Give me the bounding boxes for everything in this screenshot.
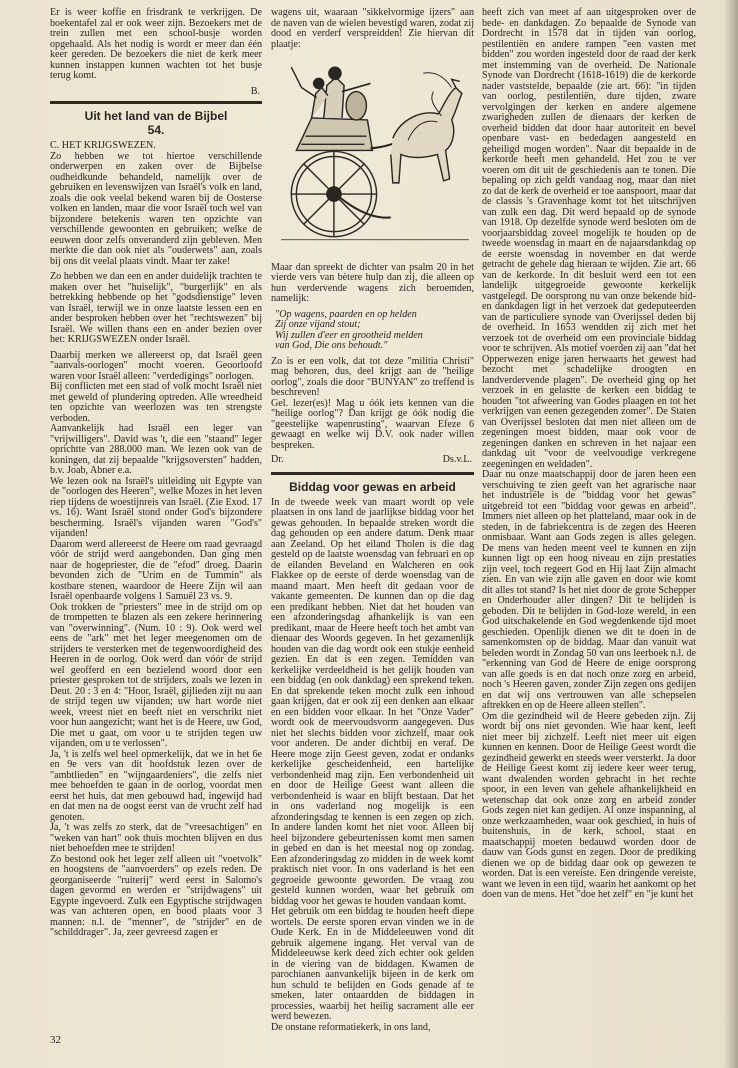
- body-paragraph: Zo bestond ook het leger zelf alleen uit "voetvolk" en hoogstens de "aanvoerders" op ezels reden. De georganiseerde "ruiterij" werd eerst in Salomo's dagen gevormd en werden er "strijdwagens" uit Egypte ingevoerd. Zulk een Egyptische strijdwagen was van achteren open, en bood plaats voor 3 mannen: n.l. de "menner", de "strijder" en de "schilddrager". Ja, zeer gevreesd zagen er: [50, 853, 262, 938]
- body-paragraph: De onstane reformatiekerk, in ons land,: [271, 1021, 431, 1033]
- body-paragraph: Zo hebben we dan een en ander duidelijk trachten te maken over het "huiselijk", "burgerlijk" en als betrekking hebbende op het "godsdienstige" leven van Israël, terwijl we in onze laatste lessen een en ander besproken hebben over het "rechtswezen" bij Israël. We willen thans een en ander bezien over het: KRIJGSWEZEN onder Israël.: [50, 271, 262, 345]
- section-divider: [271, 472, 474, 475]
- article-heading: [50, 109, 262, 137]
- column-left: [50, 8, 262, 1023]
- body-paragraph: wagens uit, waaraan "sikkelvormige ijzers" aan de naven van de wielen bevestigd waren, zodat zij dood en verderf verspreidden! Zie hiervan dit plaatje:: [271, 7, 474, 50]
- signature-right: Ds.v.L.: [442, 454, 472, 465]
- section-divider: [50, 101, 262, 104]
- column-right: [482, 8, 696, 1038]
- page-number: 32: [50, 1034, 61, 1046]
- biddag-heading: Biddag voor gewas en arbeid: [289, 479, 456, 494]
- article-title: Uit het land van de Bijbel: [84, 109, 228, 123]
- quote-line: Wij zullen d'eer en grootheid melden: [275, 329, 423, 341]
- signature-left: Dr.: [271, 454, 284, 465]
- body-paragraph: Gel. lezer(es)! Mag u óók iets kennen van die "heilige oorlog"? Dan krijgt ge óók nodig die "geestelijke wapenrusting", waarvan Efeze 6 gewaagt en welke wij D.V. ook nader willen bespreken.: [271, 397, 474, 451]
- announcement-signature: B.: [250, 85, 260, 97]
- body-paragraph: Bij conflicten met een stad of volk mocht Israël niet met geweld of plundering optreden. Alle wreedheid ten opzichte van weerlozen was ten strengste verboden.: [50, 381, 262, 424]
- quote-line: "Op wagens, paarden en op helden: [275, 308, 417, 320]
- body-paragraph: Aanvankelijk had Israël een leger van "vrijwilligers". David was 't, die een "staand" leger oprichtte van 288.000 man. We lezen ook van de koningen, dat zij bepaalde "krijgsoversten" hadden, b.v. Joab, Abner e.a.: [50, 423, 262, 476]
- psalm-quote: [275, 310, 474, 352]
- announcement-paragraph: Er is weer koffie en frisdrank te verkrijgen. De boekentafel zal er ook weer zijn. Bezoekers met de trein zullen met een school-busje worden opgehaald. Als het nodig is wordt er meer dan één keer gereden. De bezoekers die niet de kerk meer kunnen instappen kunnen wachten tot het busje terug komt.: [50, 7, 262, 81]
- body-paragraph: heeft zich van meet af aan uitgesproken over de bede- en dankdagen. Zo bepaalde de Synode van Dordrecht in 1578 dat in tijden van oorlog, pestilentiën en andere rampen "een vasten met bidden" zou worden ingesteld door de raad der kerk met instemming van de overheid. De Nationale Synode van Dordrecht (1618-1619) die de kerkorde nader vaststelde, bepaalde (zie art. 66): "in tijden van oorlog, pestilentiën, dure tijden, zware vervolgingen der kerken en andere algemene zwarigheden zullen de dienaars der kerken de overheid bidden dat door haar autoriteit en bevel openbare vast- en bededagen aangesteld en geheiligd mogen worden". Naar dit bepaalde in de kerkorde heeft men gehandeld. Het zou te ver voeren om dit uit de geschiedenis aan te tonen. Die bepaling op zich geldt vandaag nog, maar dan niet zo dat de kerk de overheid er toe aanspoort, maar dat de classis 's Gravenhage komt tot het uitschrijven van zulk een dag. Dit werd bepaald op de synode van 1918. Op dezelfde synode werd besloten om de voorjaarsbiddag zoveel mogelijk te houden op de tweede woensdag in maart en de najaarsdankdag op de eerste woensdag in november en dat werde getracht de gehele dag hieraan te wijden. Zie art. 66 van de kerkorde. In dit besluit werd een tot een landelijk uitgegroeide gewoonte kerkelijk vastgelegd. De oorsprong nu van onze bekende bid- en dankdagen ligt in het verzoek dat gedeputeerden van de particuliere synode van Overijssel deden bij de overheid. In 1653 wendden zij zich met het verzoek tot de overheid om een provinciale biddag voor te schrijven. Als motief voerden zij aan "dat het Opperwezen enige jaren herwaarts het gewest had bezocht met schadelijke droogten en landverdervende plagen". De overheid ging op het verzoek in en gelastte de kerken een biddag te houden "tot afweering van Godes plaagen en tot het verkrijgen van eenen gezegenden zomer". De Staten van Overijssel besloten dat men niet alleen om de zegeningen moest bidden, maar ook voor de zegeningen danken en schreven in het najaar een dankdag uit "voor de veelvoudige verkregene zeegeningen en weldaden".: [482, 7, 696, 470]
- quote-line: Zij onze vijand stout;: [275, 319, 361, 330]
- body-paragraph: Daarbij merken we allereerst op, dat Israël geen "aanvals-oorlogen" mocht voeren. Geoorloofd waren voor Israël alleen: "verdedigings" oorlogen.: [50, 349, 262, 382]
- body-paragraph: Zo hebben we tot hiertoe verschillende onderwerpen en zaken over de Bijbelse oudheidkunde behandeld, namelijk over de gebruiken en levenswijzen van Israël's volk en land, zoals die ook veelal bekend waren bij de Oosterse volken en landen, maar die voor Israël toch wel van bijzondere betekenis waren ten opzichte van verschillende gewoonten en gebruiken; welke de eeuwen door zelfs onveranderd zijn gebleven. Men merkte die dan ook niet als "ouderwets" aan, zoals bij ons dit veelal plaats vindt. Maar ter zake!: [50, 150, 262, 267]
- body-paragraph: Zo is er een volk, dat tot deze "militia Christi" mag behoren, dus, deel krijgt aan de "heilige oorlog", zoals die door "BUNYAN" zo treffend is beschreven!: [271, 355, 474, 398]
- body-paragraph: We lezen ook na Israël's uitleiding uit Egypte van de "oorlogen des Heeren", welke Mozes in het leven riep tijdens de woestijnreis van Israël. (Zie Exod. 17 vs. 16). Want Israël stond onder God's bijzondere bescherming. Israël's vijanden waren "God's" vijanden!: [50, 475, 263, 539]
- body-paragraph: In de tweede week van maart wordt op vele plaatsen in ons land de jaarlijkse biddag voor het gewas gehouden. In bepaalde streken wordt die dag gehouden op een andere datum. Denk maar aan Zeeland. Op het eiland Tholen is die dag gesteld op de laatste woensdag van februari en op de eilanden Beveland en Walcheren en ook Flakkee op de eerste of derde woensdag van de maand maart. Men heeft dit gedaan voor de vakante gemeenten. De kunnen dan op die dag een predikant hebben. Niet dat het houden van een afzonderingsdag afhankelijk is van een predikant, maar de Heere heeft toch het ambt van dienaar des Woords gegeven. In het gezamenlijk houden van die dag wordt ook een stukje eenheid gezien. En dat is een zegen. Temidden van kerkelijke verdeeldheid is het gelijk houden van een biddag (en ook dankdag) een sprekend teken. En dat sprekende teken mocht zulk een inhoud gaan krijgen, dat er ook zij een denken aan elkaar en een bidden voor elkaar. In het "Onze Vader" wordt ook de meervoudsvorm aangegeven. Dus niet het slechts bidden voor zichzelf, maar ook voor anderen. De ander dichtbij en veraf. De Heere moge zijn Geest geven, zodat er ondanks kerkelijke gescheidenheid, een hartelijke verbondenheid mag zijn. Een verbondenheid uit en door de Heilige Geest want alleen die verbondenheid is waar en blijft bestaan. Dat het in ons vaderland nog mogelijk is een afzonderingsdag te kennen is een zegen op zich. In andere landen komt het niet voor. Alleen bij heel bijzondere gebeurtenissen komt men samen in gebed en dan is het meestal nog op zondag. Een afzonderingsdag zo midden in de week komt praktisch niet voor. In ons vaderland is het een gegroeide gewoonte geworden. De vraag zou gesteld kunnen worden, waar het gebruik om biddag voor het gewas te houden vandaan komt.: [271, 496, 474, 907]
- page-edge-shadow: [724, 0, 738, 1068]
- chariot-illustration: [271, 57, 474, 255]
- body-paragraph: Om die gezindheid wil de Heere gebeden zijn. Zij wordt bij ons niet gevonden. Wie haar kent, leeft niet meer bij zichzelf. Leeft niet meer uit eigen kunnen en kennen. Door de Heilige Geest wordt die gezindheid gewerkt en steeds weer versterkt. Ja door de Heilige Geest komt zij iedere keer weer terug, want dwalenden worden gebracht in het rechte spoor, in een leven van gehele afhankelijkheid en wetenschap dat ook onze zorg en arbeid zonder Gods zegen niet kan gedijen. Al onze inspanning, al onze werkzaamheden, waar ook geschied, in huis of buitenshuis, in de kerk, school, staat en maatschappij moeten bedauwd worden door de dauw van Gods gunst en zegen. Door de prediking dienen we op de biddag daar ook op gewezen te worden. Dat is een vereiste. Een dringende vereiste, want we leven in een tijd, waarin het aankomt op het doen van de mens. Het "doe het zelf" en "je kunt het: [482, 710, 696, 900]
- article-signature: [271, 455, 472, 466]
- body-paragraph: Ook trokken de "priesters" mee in de strijd om op de trompetten te blazen als een zekere herinnering van "overwinning". (Num. 10 : 9). Ook werd wel eens de "ark" met het leger meegenomen om de strijders te versterken met de tegenwoordigheid des Heeren in de oorlog. Ook werd dan vóór de strijd wel geofferd en een bezielend woord door een priester gesproken tot de strijders, zoals we lezen in Deut. 20 : 3 en 4: "Hoor, Israël, gijlieden zijt nu aan de strijd tegen uw vijanden; uw hart worde niet week, vreest niet en beeft niet en verschrikt niet voor hun aangezicht; want het is de Heere, uw God, Die met u gaat, om voor u te strijden tegen uw vijanden, om u te verlossen".: [50, 601, 262, 749]
- body-paragraph: Daarom werd allereerst de Heere om raad gevraagd vóór de strijd werd aangebonden. Dan ging men naar de hogepriester, die de "efod" droeg. Daarin bevonden zich de "Urim en de Tummin" als kostbare stenen, waardoor de Heere Zijn wil aan Israël openbaarde volgens 1 Samuël 23 vs. 9.: [50, 538, 262, 602]
- article-subheading: C. HET KRIJGSWEZEN.: [50, 140, 156, 151]
- body-paragraph: Het gebruik om een biddag te houden heeft diepe wortels. De eerste sporen ervan vinden we in de Oude Kerk. En in de Middeleeuwen vond dit gebruik algemene ingang. Het verval van de Middeleeuwse kerk deed zich echter ook gelden in de viering van de biddagen. Kwamen de parochianen aanvankelijk bijeen in de kerk om hun schuld te belijden en Gods genade af te smeken, later ontaardden de biddagen in processies, waarbij het heilig sacrament alle eer werd bewezen.: [271, 906, 474, 1022]
- quote-line: van God, Die ons behoudt.": [275, 340, 388, 351]
- body-paragraph: Maar dan spreekt de dichter van psalm 20 in het vierde vers van bètere hulp dan zij, die alleen op hun verdervende wagens zich beroemden, namelijk:: [271, 261, 474, 304]
- column-middle: [271, 7, 474, 1033]
- body-paragraph: Ja, 't is zelfs wel heel opmerkelijk, dat we in het 6e en 9e vers van dit hoofdstuk lezen over de "ambtlieden" en "wijngaardeniers", die zelfs niet mee behoefden te gaan in de oorlog, voordat men eerst het huis, dat men gebouwd had, ingewijd had en dat men na de oogst eerst van de vrucht zelf had genoten.: [50, 748, 262, 823]
- article-number: 54.: [147, 123, 165, 137]
- body-paragraph: Ja, 't was zelfs zo sterk, dat de "vreesachtigen" en "weken van hart" ook thuis mochten blijven en dus niet behoefden mee te strijden!: [50, 822, 262, 854]
- body-paragraph: Daar nu onze maatschappij door de jaren heen een verschuiving te zien geeft van het agrarische naar het industriële is de "biddag voor het gewas" uitgebreid tot een "biddag voor gewas en arbeid". Immers niet alleen op het platteland, maar ook in de steden, in de fabriekcentra is de zegen des Heeren onmisbaar. Want aan Gods zegen is alles gelegen. De mens van heden meent veel te kunnen en zijn kunnen ligt op een hoog niveau en zijn prestaties zijn veel, toch regeert God en Hij laat Zijn almacht zien. En van wie zijn alle gaven en door wie komt dit alles tot stand? Is het niet door de grote Schepper en Onderhouder aller dingen? Dit te belijden is geboden. Dit te belijden in God-loze wereld, in een God uitschakelende en God wegdenkende tijd moet geschieden. Openlijk dienen we dit te doen in de samenkomsten op de biddag. Maar dan vanuit wat beleden wordt in Zondag 50 van ons leerboek n.l. de "erkenning van God de Heere de enige oorsprong van alle goeds is en dat noch onze zorg en arbeid, noch 's Heeren gaven, zonder Zijn zegen ons gedijen en dat wij ons vertrouwen van alle schepselen aftrekken en op de Heere alleen stellen".: [482, 469, 696, 711]
